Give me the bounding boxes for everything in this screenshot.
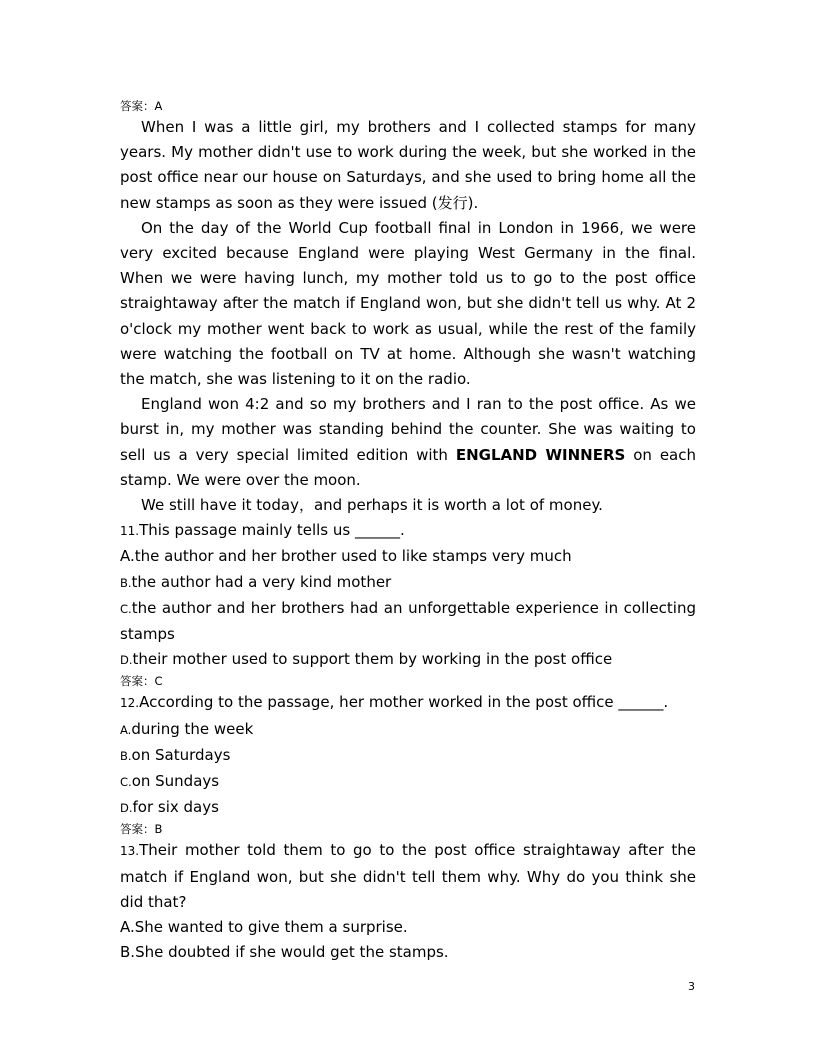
option-text: on Saturdays xyxy=(131,745,231,764)
answer-line: 答案：B xyxy=(120,822,163,837)
option-text: on Sundays xyxy=(131,772,220,791)
option-letter: C. xyxy=(120,601,132,616)
option-text: She doubted if she would get the stamps. xyxy=(135,943,449,962)
option-text: their mother used to support them by working in the post office xyxy=(132,650,613,669)
question-number: 11. xyxy=(120,524,140,539)
passage-paragraph-2: On the day of the World Cup football final in London in 1966, we were very excited because England were playing West Germany in the final. When we were having lunch, my mother told us to go to the post office straightaway after the match if England won, but she didn't tell us why. At 2 o'clock my mother went back to work as usual, while the rest of the family were watching the football on TV at home. Although she wasn't watching the match, she was listening to it on the radio. xyxy=(120,218,696,389)
page-number: 3 xyxy=(688,980,695,993)
option-a xyxy=(120,915,696,940)
question-text: According to the passage, her mother worked in the post office ______. xyxy=(139,693,669,712)
option-text: during the week xyxy=(131,719,254,738)
question-11 xyxy=(120,518,696,544)
answer-line: 答案：A xyxy=(120,99,163,113)
option-letter: B. xyxy=(120,943,136,962)
option-text: She wanted to give them a surprise. xyxy=(134,918,408,937)
option-a xyxy=(120,717,696,743)
option-c xyxy=(120,769,696,795)
question-12 xyxy=(120,690,696,716)
option-letter: B. xyxy=(120,748,132,763)
option-letter: D. xyxy=(120,801,133,816)
option-letter: A. xyxy=(120,722,132,737)
option-b xyxy=(120,743,696,769)
passage-paragraph-1: When I was a little girl, my brothers and I collected stamps for many years. My mother didn't use to work during the week, but she worked in the post office near our house on Saturdays, and she used to bring home all the new stamps as soon as they were issued (发行). xyxy=(120,118,696,212)
option-b xyxy=(120,570,696,596)
option-text: the author had a very kind mother xyxy=(131,572,392,591)
option-letter: D. xyxy=(120,653,133,668)
option-letter: B. xyxy=(120,575,132,590)
passage-paragraph-3 xyxy=(120,392,696,493)
option-c xyxy=(120,596,696,647)
option-letter: A. xyxy=(120,547,135,566)
question-number: 13. xyxy=(120,844,140,859)
question-text: This passage mainly tells us ______. xyxy=(139,521,405,540)
option-d xyxy=(120,647,696,673)
option-d xyxy=(120,795,696,821)
question-13 xyxy=(120,838,696,915)
paragraph-text: England won 4:2 and so my brothers and I ran to the post office. As we burst in, my mother was standing behind the counter. She was waiting to sell us a very special limited edition with xyxy=(120,395,696,464)
option-letter: C. xyxy=(120,775,132,790)
option-text: the author and her brother used to like stamps very much xyxy=(134,547,572,566)
bold-phrase: ENGLAND WINNERS xyxy=(455,445,626,464)
question-text: Their mother told them to go to the post office straightaway after the match if England won, but she didn't tell them why. Why do you think she did that? xyxy=(120,841,696,911)
option-a xyxy=(120,544,696,569)
option-letter: A. xyxy=(120,918,135,937)
passage-paragraph-4: We still have it today，and perhaps it is worth a lot of money. xyxy=(141,496,603,515)
question-number: 12. xyxy=(120,696,140,711)
option-b xyxy=(120,940,696,965)
option-text: for six days xyxy=(132,798,219,817)
answer-line: 答案：C xyxy=(120,674,163,689)
document-page xyxy=(120,98,696,966)
option-text: the author and her brothers had an unforgettable experience in collecting stamps xyxy=(120,598,696,644)
paragraph-text: on each stamp. We were over the moon. xyxy=(120,445,696,489)
